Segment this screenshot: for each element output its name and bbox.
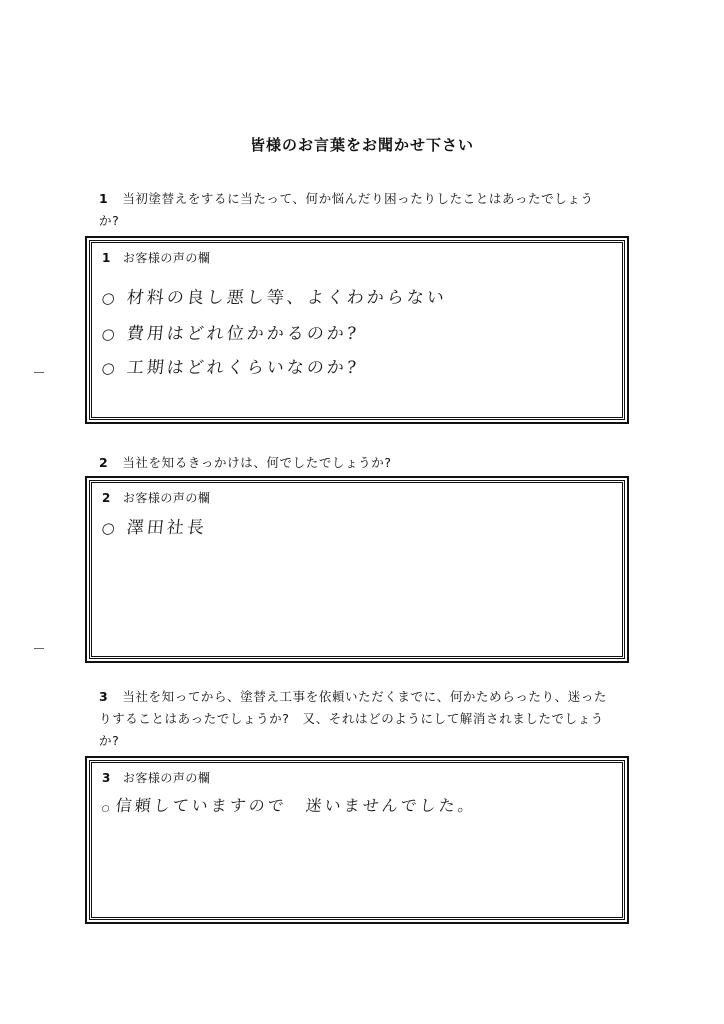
- question-1-line-2: か?: [99, 213, 120, 228]
- answer-box-2-header: [102, 489, 210, 506]
- question-1: [99, 188, 629, 232]
- answer-bullet: ○: [100, 359, 116, 377]
- answer-bullet: ○: [100, 289, 116, 307]
- question-3-line-1: [99, 686, 629, 708]
- question-2: [99, 452, 629, 474]
- handwritten-answer-1-3: [101, 353, 361, 378]
- question-2-number: 2: [99, 455, 109, 470]
- answer-box-1-number: 1: [102, 251, 111, 265]
- question-3-line-3: か?: [99, 733, 120, 748]
- question-3-line-2: りすることはあったでしょうか? 又、それはどのようにして解消されましたでしょう: [99, 711, 604, 726]
- question-1-text-1: 当初塗替えをするに当たって、何か悩んだり困ったりしたことはあったでしょう: [122, 191, 594, 206]
- answer-box-2-label: お客様の声の欄: [122, 491, 211, 505]
- answer-text: 費用はどれ位かかるのか?: [125, 324, 361, 344]
- handwritten-answer-3-1: [101, 793, 478, 816]
- question-3-number: 3: [99, 689, 109, 704]
- question-1-number: 1: [99, 191, 109, 206]
- answer-bullet: ○: [101, 804, 110, 814]
- answer-bullet: ○: [100, 519, 116, 537]
- answer-box-1: [89, 240, 625, 420]
- question-2-line-1: [99, 452, 629, 474]
- answer-box-3: [89, 760, 625, 920]
- margin-tick: [34, 372, 44, 373]
- page-title: 皆様のお言葉をお聞かせ下さい: [249, 136, 474, 154]
- answer-box-3-label: お客様の声の欄: [122, 771, 211, 785]
- answer-text: 材料の良し悪し等、よくわからない: [125, 288, 448, 308]
- answer-box-2-number: 2: [102, 491, 111, 505]
- handwritten-answer-2-1: [101, 513, 209, 538]
- answer-text: 工期はどれくらいなのか?: [125, 358, 361, 378]
- question-1-line-1: [99, 188, 629, 210]
- answer-box-3-header: [102, 769, 210, 786]
- answer-text: 澤田社長: [125, 518, 208, 538]
- question-3: [99, 686, 629, 752]
- answer-box-3-number: 3: [102, 771, 111, 785]
- handwritten-answer-1-1: [101, 283, 449, 308]
- handwritten-answer-1-2: [101, 319, 361, 344]
- answer-box-1-header: [102, 249, 210, 266]
- answer-bullet: ○: [100, 325, 116, 343]
- answer-box-1-label: お客様の声の欄: [122, 251, 211, 265]
- answer-text: 信頼していますので 迷いませんでした。: [114, 796, 478, 815]
- question-3-text-1: 当社を知ってから、塗替え工事を依頼いただくまでに、何かためらったり、迷った: [122, 689, 608, 704]
- question-2-text-1: 当社を知るきっかけは、何でしたでしょうか?: [122, 455, 392, 470]
- margin-tick: [34, 648, 44, 649]
- answer-box-2: [89, 480, 625, 659]
